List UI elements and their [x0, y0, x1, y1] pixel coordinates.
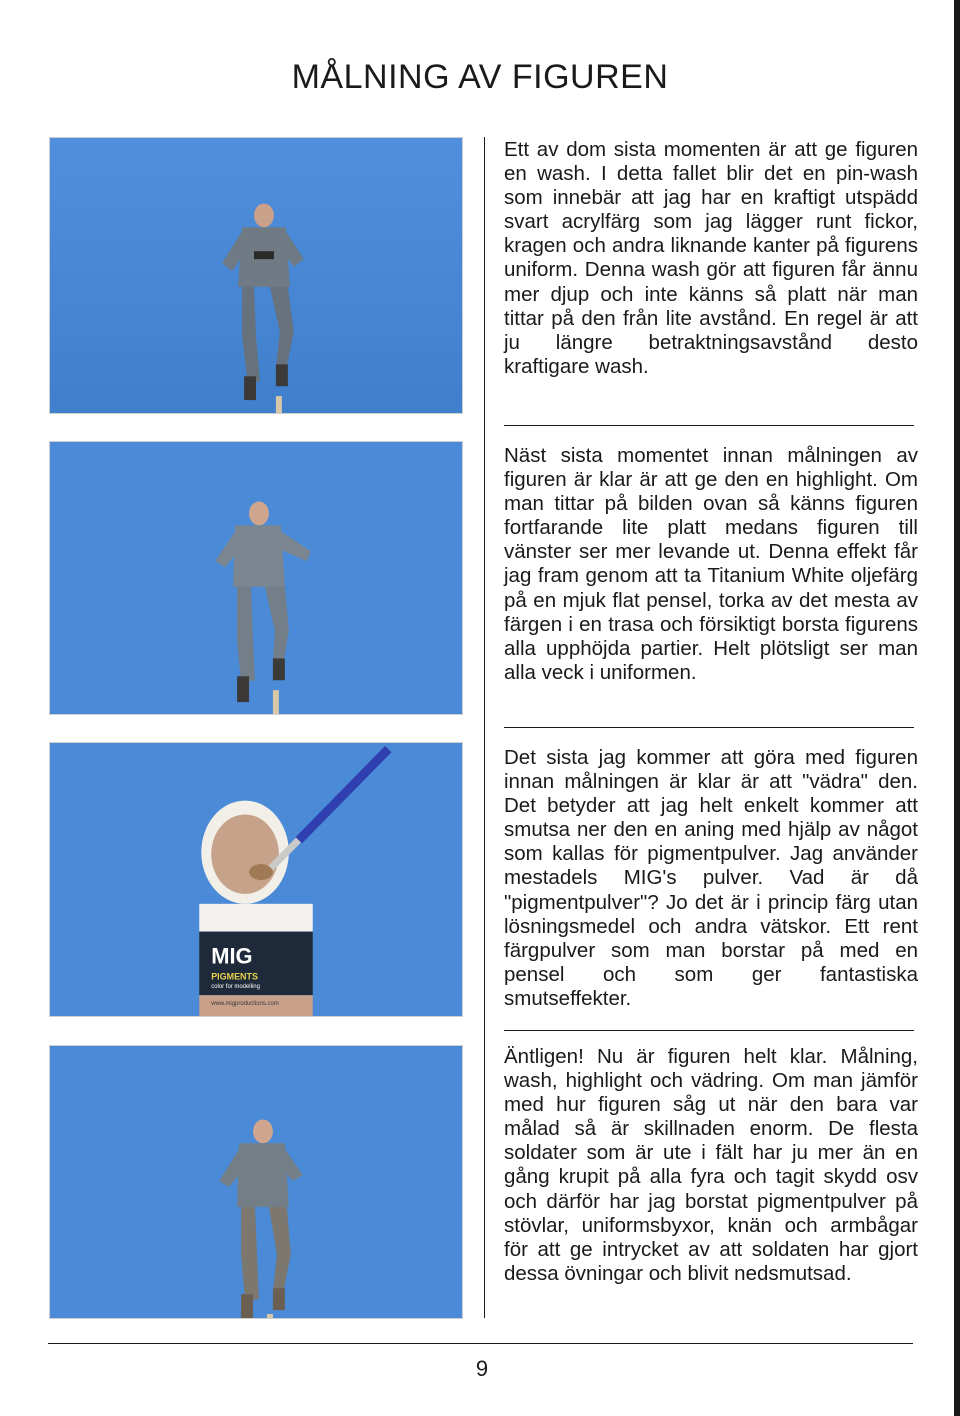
paragraph-weathering: Det sista jag kommer att göra med figuren innan målningen är klar är att "vädra" den. Det betyder att jag helt enkelt kommer att smutsa ner den en aning med hjälp av något som kallas för pigmentpulver. Jag använder mestadels MIG's pulver. Vad är då "pigmentpulver"? Jo det är i princip färg utan lösningsmedel och andra vätskor. Ett rent färgpulver som man borstar på med en pensel och som ger fantastiska smutseffekter.: [504, 746, 918, 1010]
jar-brand: MIG: [211, 943, 253, 969]
paragraph-highlight: Näst sista momentet innan målningen av figuren är klar är att ge den en highlight. Om man tittar på bilden ovan så känns figuren fortfarande lite platt medans figuren till vänster ser mer levande ut. Denna effekt får jag fram genom att ta Titanium White oljefärg på en mjuk flat pensel, torka av det mesta av färgen i en trasa och försiktigt borsta figurens alla upphöjda partier. Helt plötsligt ser man alla veck i uniformen.: [504, 444, 918, 684]
column-divider: [484, 137, 485, 1318]
paragraph-wash: Ett av dom sista momenten är att ge figuren en wash. I detta fallet blir det en pin-wash som innebär att jag har en kraftigt utspädd svart acrylfärg som jag lägger runt fickor, kragen och andra liknande kanter på figurens uniform. Denna wash gör att figuren får ännu mer djup och inte känns så platt när man tittar på den från lite avstånd. En regel är att ju längre betraktningsavstånd desto kraftigare wash.: [504, 138, 918, 378]
footer-rule: [48, 1343, 913, 1344]
page-title: MÅLNING AV FIGUREN: [291, 58, 669, 96]
page-number: 9: [475, 1356, 489, 1381]
paragraph-separator: [504, 1030, 914, 1031]
pigment-jar-illustration: [50, 743, 462, 1016]
photo-pigment-jar: [49, 742, 463, 1017]
jar-subtitle: color for modelling: [211, 984, 260, 991]
pigment-jar: [199, 904, 312, 1016]
jar-url: www.migproductions.com: [211, 1001, 279, 1008]
paragraph-separator: [504, 425, 914, 426]
jar-lid: [201, 801, 289, 904]
figure-highlight-illustration: [50, 442, 462, 714]
photo-figure-wash: [49, 137, 463, 414]
paragraph-separator: [504, 727, 914, 728]
photo-figure-highlight: [49, 441, 463, 715]
paragraph-finished: Äntligen! Nu är figuren helt klar. Målning, wash, highlight och vädring. Om man jämför med hur figuren såg ut när den bara var målad så är skillnaden enorm. De flesta soldater som är ute i fält har ju mer än en gång krupit på alla fyra och tagit skydd osv och därför har jag borstat pigmentpulver på stövlar, uniformsbyxor, knän och armbågar för att ge intrycket av att soldaten har gjort dessa övningar och blivit nedsmutsad.: [504, 1045, 918, 1285]
figure-finished-illustration: [50, 1046, 462, 1318]
page-right-border: [954, 0, 960, 1416]
photo-figure-finished: [49, 1045, 463, 1319]
figure-wash-illustration: [50, 138, 462, 413]
jar-product: PIGMENTS: [211, 971, 258, 982]
